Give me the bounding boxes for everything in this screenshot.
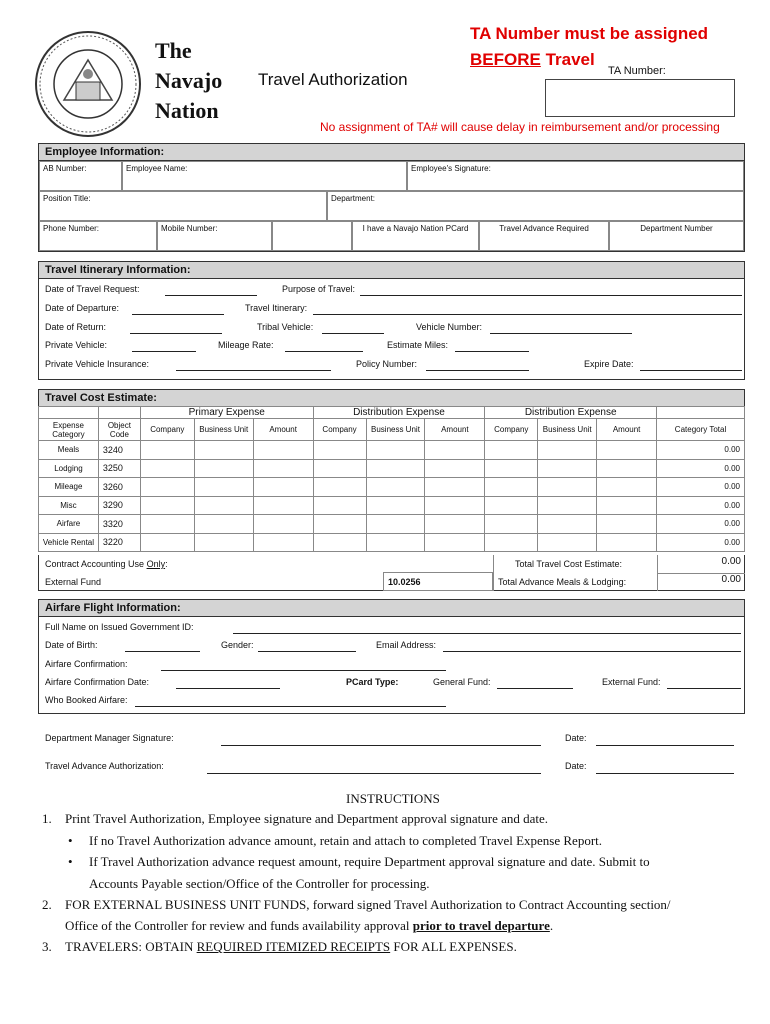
cost-row <box>39 533 745 552</box>
pcard-field[interactable] <box>352 221 479 251</box>
ta-number-input[interactable] <box>545 79 735 117</box>
expense-input-cell[interactable] <box>313 478 366 497</box>
distribution-expense-header-1: Distribution Expense <box>313 407 485 419</box>
cost-row <box>39 515 745 534</box>
department-label: Department: <box>331 194 376 203</box>
tribal-vehicle-input[interactable] <box>322 322 384 334</box>
instructions-item2b <box>65 915 553 936</box>
contract-accounting-suffix: : <box>165 559 168 569</box>
category-total[interactable]: 0.00 <box>657 459 745 478</box>
cost-row <box>39 478 745 497</box>
expense-input-cell[interactable] <box>366 459 425 478</box>
org-name-line2: Navajo <box>155 68 223 93</box>
expense-input-cell[interactable] <box>194 478 253 497</box>
total-advance-value[interactable]: 0.00 <box>721 574 741 585</box>
object-code: 3290 <box>98 496 140 515</box>
col-company-1: Company <box>140 419 194 441</box>
expense-input-cell[interactable] <box>597 459 657 478</box>
expense-input-cell[interactable] <box>194 496 253 515</box>
general-fund-label: General Fund: <box>433 677 491 687</box>
col-company-3: Company <box>485 419 538 441</box>
mobile-number-field[interactable] <box>157 221 272 251</box>
cost-row <box>39 496 745 515</box>
tribal-vehicle-label: Tribal Vehicle: <box>257 322 314 332</box>
object-code: 3220 <box>98 533 140 552</box>
employee-name-field[interactable] <box>122 161 407 191</box>
expense-input-cell[interactable] <box>313 459 366 478</box>
expense-input-cell[interactable] <box>253 459 313 478</box>
col-amount-1: Amount <box>253 419 313 441</box>
expense-input-cell[interactable] <box>425 459 485 478</box>
ab-number-field[interactable] <box>39 161 122 191</box>
delay-notice: No assignment of TA# will cause delay in reimbursement and/or processing <box>320 120 720 134</box>
object-code: 3250 <box>98 459 140 478</box>
manager-signature-label: Department Manager Signature: <box>45 733 174 743</box>
who-booked-label: Who Booked Airfare: <box>45 695 128 705</box>
expense-input-cell[interactable] <box>140 478 194 497</box>
general-fund-input[interactable] <box>497 677 573 689</box>
date2-label: Date: <box>565 761 587 771</box>
cost-row <box>39 441 745 460</box>
category-total[interactable]: 0.00 <box>657 441 745 460</box>
expense-input-cell[interactable] <box>194 533 253 552</box>
phone-number-field[interactable] <box>39 221 157 251</box>
confirmation-date-label: Airfare Confirmation Date: <box>45 677 150 687</box>
instructions-item2a: FOR EXTERNAL BUSINESS UNIT FUNDS, forward signed Travel Authorization to Contract Accounting section/ <box>65 897 671 912</box>
expense-input-cell[interactable] <box>425 515 485 534</box>
expense-input-cell[interactable] <box>194 459 253 478</box>
private-vehicle-label: Private Vehicle: <box>45 340 108 350</box>
instructions-item2b-post: . <box>549 918 554 933</box>
contract-accounting-prefix: Contract Accounting Use <box>45 559 147 569</box>
bullet-2: • <box>68 854 73 869</box>
expense-input-cell[interactable] <box>485 441 538 460</box>
navajo-seal <box>34 30 142 138</box>
vehicle-number-input[interactable] <box>490 322 632 334</box>
airfare-external-fund-input[interactable] <box>667 677 741 689</box>
employee-section <box>38 160 745 252</box>
expense-input-cell[interactable] <box>140 533 194 552</box>
expense-input-cell[interactable] <box>366 478 425 497</box>
expire-date-label: Expire Date: <box>584 359 634 369</box>
bullet-1: • <box>68 833 73 848</box>
instructions-bullet2b: Accounts Payable section/Office of the Controller for processing. <box>89 876 430 891</box>
date-request-label: Date of Travel Request: <box>45 284 140 294</box>
expense-input-cell[interactable] <box>597 496 657 515</box>
dob-input[interactable] <box>125 640 200 652</box>
pcard-label: I have a Navajo Nation PCard <box>362 224 469 233</box>
travel-itinerary-label: Travel Itinerary: <box>245 303 308 313</box>
phone-number-label: Phone Number: <box>43 224 100 233</box>
expense-input-cell[interactable] <box>313 496 366 515</box>
total-travel-cost-label: Total Travel Cost Estimate: <box>515 559 623 569</box>
policy-number-input[interactable] <box>426 359 529 371</box>
instructions-title: INSTRUCTIONS <box>346 791 440 806</box>
category-total[interactable]: 0.00 <box>657 496 745 515</box>
expense-input-cell[interactable] <box>253 496 313 515</box>
date-return-label: Date of Return: <box>45 322 107 332</box>
expense-input-cell[interactable] <box>538 533 597 552</box>
who-booked-input[interactable] <box>135 695 446 707</box>
instructions-item3-post: FOR ALL EXPENSES. <box>390 939 517 954</box>
expense-input-cell[interactable] <box>194 515 253 534</box>
department-number-label: Department Number <box>640 224 713 233</box>
expense-input-cell[interactable] <box>538 459 597 478</box>
date-departure-label: Date of Departure: <box>45 303 120 313</box>
airfare-section-header: Airfare Flight Information: <box>38 599 745 617</box>
policy-number-label: Policy Number: <box>356 359 418 369</box>
confirmation-date-input[interactable] <box>176 677 280 689</box>
expense-input-cell[interactable] <box>485 496 538 515</box>
total-travel-cost-value[interactable]: 0.00 <box>721 556 741 567</box>
employee-signature-field[interactable] <box>407 161 744 191</box>
expense-category: Meals <box>39 441 99 460</box>
expense-category: Lodging <box>39 459 99 478</box>
private-vehicle-input[interactable] <box>132 340 196 352</box>
email-label: Email Address: <box>376 640 437 650</box>
category-total[interactable]: 0.00 <box>657 478 745 497</box>
mileage-rate-input[interactable] <box>285 340 363 352</box>
instructions-num1: 1. <box>42 811 52 826</box>
expense-category: Vehicle Rental <box>39 533 99 552</box>
col-category-total: Category Total <box>657 419 745 441</box>
expense-input-cell[interactable] <box>253 533 313 552</box>
expense-input-cell[interactable] <box>485 515 538 534</box>
advance-required-field[interactable] <box>479 221 609 251</box>
total-advance-label: Total Advance Meals & Lodging: <box>498 577 627 587</box>
expense-input-cell[interactable] <box>366 533 425 552</box>
expense-input-cell[interactable] <box>485 459 538 478</box>
pcard-type-label: PCard Type: <box>346 677 399 687</box>
expense-input-cell[interactable] <box>485 533 538 552</box>
full-name-input[interactable] <box>233 622 741 634</box>
department-field[interactable] <box>327 191 744 221</box>
primary-expense-header: Primary Expense <box>140 407 313 419</box>
mileage-rate-label: Mileage Rate: <box>218 340 274 350</box>
expense-input-cell[interactable] <box>425 533 485 552</box>
confirmation-label: Airfare Confirmation: <box>45 659 128 669</box>
advance-required-label: Travel Advance Required <box>499 224 589 233</box>
warning-before: BEFORE <box>470 50 541 69</box>
expense-input-cell[interactable] <box>425 441 485 460</box>
col-company-2: Company <box>313 419 366 441</box>
estimate-miles-input[interactable] <box>455 340 529 352</box>
expense-input-cell[interactable] <box>140 496 194 515</box>
purpose-label: Purpose of Travel: <box>282 284 356 294</box>
private-insurance-label: Private Vehicle Insurance: <box>45 359 150 369</box>
col-business-unit-3: Business Unit <box>538 419 597 441</box>
category-total[interactable]: 0.00 <box>657 533 745 552</box>
travel-itinerary-input[interactable] <box>313 303 742 315</box>
contract-accounting-label <box>45 559 168 569</box>
contract-accounting-only: Only <box>146 559 166 569</box>
estimate-miles-label: Estimate Miles: <box>387 340 449 350</box>
expense-input-cell[interactable] <box>538 478 597 497</box>
date-departure-input[interactable] <box>132 303 224 315</box>
col-business-unit-2: Business Unit <box>366 419 425 441</box>
expense-input-cell[interactable] <box>425 496 485 515</box>
ta-number-label: TA Number: <box>608 65 666 77</box>
instructions-item3-pre: TRAVELERS: OBTAIN <box>65 939 197 954</box>
instructions-bullet2a: If Travel Authorization advance request amount, require Department approval signature and date. Submit to <box>89 854 650 869</box>
org-name-line1: The <box>155 38 192 63</box>
instructions-item3-underline: REQUIRED ITEMIZED RECEIPTS <box>196 939 391 954</box>
email-input[interactable] <box>443 640 741 652</box>
expense-category: Misc <box>39 496 99 515</box>
warning-travel: Travel <box>540 50 595 69</box>
blank-field[interactable] <box>272 221 352 251</box>
mobile-number-label: Mobile Number: <box>161 224 218 233</box>
expense-input-cell[interactable] <box>253 441 313 460</box>
warning-line1: TA Number must be assigned <box>470 24 709 43</box>
purpose-input[interactable] <box>360 284 742 296</box>
expense-input-cell[interactable] <box>485 478 538 497</box>
expense-input-cell[interactable] <box>313 533 366 552</box>
expense-input-cell[interactable] <box>425 478 485 497</box>
instructions-num2: 2. <box>42 897 52 912</box>
expense-input-cell[interactable] <box>538 515 597 534</box>
expense-input-cell[interactable] <box>140 515 194 534</box>
expense-input-cell[interactable] <box>597 515 657 534</box>
instructions-item1: Print Travel Authorization, Employee signature and Department approval signature and date. <box>65 811 549 826</box>
vehicle-number-label: Vehicle Number: <box>416 322 483 332</box>
full-name-label: Full Name on Issued Government ID: <box>45 622 194 632</box>
expense-input-cell[interactable] <box>313 515 366 534</box>
dob-label: Date of Birth: <box>45 640 98 650</box>
expense-input-cell[interactable] <box>366 496 425 515</box>
expense-input-cell[interactable] <box>597 478 657 497</box>
expense-input-cell[interactable] <box>538 496 597 515</box>
advance-auth-label: Travel Advance Authorization: <box>45 761 164 771</box>
col-expense-category: Expense Category <box>39 419 99 441</box>
ab-number-label: AB Number: <box>43 164 87 173</box>
date-return-input[interactable] <box>130 322 222 334</box>
external-fund-label: External Fund <box>45 577 102 587</box>
instructions-item2b-pre: Office of the Controller for review and funds availability approval <box>65 918 413 933</box>
expense-input-cell[interactable] <box>597 533 657 552</box>
expense-input-cell[interactable] <box>253 478 313 497</box>
expense-input-cell[interactable] <box>366 515 425 534</box>
expense-input-cell[interactable] <box>194 441 253 460</box>
object-code: 3240 <box>98 441 140 460</box>
instructions-num3: 3. <box>42 939 52 954</box>
col-amount-2: Amount <box>425 419 485 441</box>
itinerary-section-header: Travel Itinerary Information: <box>38 261 745 279</box>
department-number-field[interactable] <box>609 221 744 251</box>
expense-input-cell[interactable] <box>538 441 597 460</box>
date2-input[interactable] <box>596 760 734 774</box>
airfare-external-fund-label: External Fund: <box>602 677 661 687</box>
cost-section-header: Travel Cost Estimate: <box>38 389 745 407</box>
object-code: 3260 <box>98 478 140 497</box>
expense-category: Airfare <box>39 515 99 534</box>
gender-input[interactable] <box>258 640 356 652</box>
advance-auth-input[interactable] <box>207 760 541 774</box>
expense-input-cell[interactable] <box>140 459 194 478</box>
cost-row <box>39 459 745 478</box>
col-business-unit-1: Business Unit <box>194 419 253 441</box>
expire-date-input[interactable] <box>640 359 742 371</box>
employee-signature-label: Employee's Signature: <box>411 164 491 173</box>
instructions-bullet1: If no Travel Authorization advance amount, retain and attach to completed Travel Expense Report. <box>89 833 603 848</box>
col-object-code: Object Code <box>98 419 140 441</box>
cost-table <box>38 406 745 552</box>
instructions-item3 <box>65 936 517 957</box>
instructions-item2b-bold: prior to travel departure <box>412 918 550 933</box>
external-fund-code: 10.0256 <box>388 577 421 587</box>
date-request-input[interactable] <box>165 284 257 296</box>
employee-name-label: Employee Name: <box>126 164 188 173</box>
employee-section-header: Employee Information: <box>38 143 745 161</box>
doc-title: Travel Authorization <box>258 70 408 89</box>
expense-input-cell[interactable] <box>313 441 366 460</box>
org-name-line3: Nation <box>155 98 219 123</box>
position-title-label: Position Title: <box>43 194 91 203</box>
private-insurance-input[interactable] <box>176 359 331 371</box>
gender-label: Gender: <box>221 640 254 650</box>
confirmation-input[interactable] <box>161 659 446 671</box>
date1-input[interactable] <box>596 732 734 746</box>
manager-signature-input[interactable] <box>221 732 541 746</box>
category-total[interactable]: 0.00 <box>657 515 745 534</box>
expense-input-cell[interactable] <box>253 515 313 534</box>
expense-input-cell[interactable] <box>597 441 657 460</box>
expense-input-cell[interactable] <box>140 441 194 460</box>
object-code: 3320 <box>98 515 140 534</box>
col-amount-3: Amount <box>597 419 657 441</box>
date1-label: Date: <box>565 733 587 743</box>
position-title-field[interactable] <box>39 191 327 221</box>
expense-input-cell[interactable] <box>366 441 425 460</box>
distribution-expense-header-2: Distribution Expense <box>485 407 657 419</box>
expense-category: Mileage <box>39 478 99 497</box>
